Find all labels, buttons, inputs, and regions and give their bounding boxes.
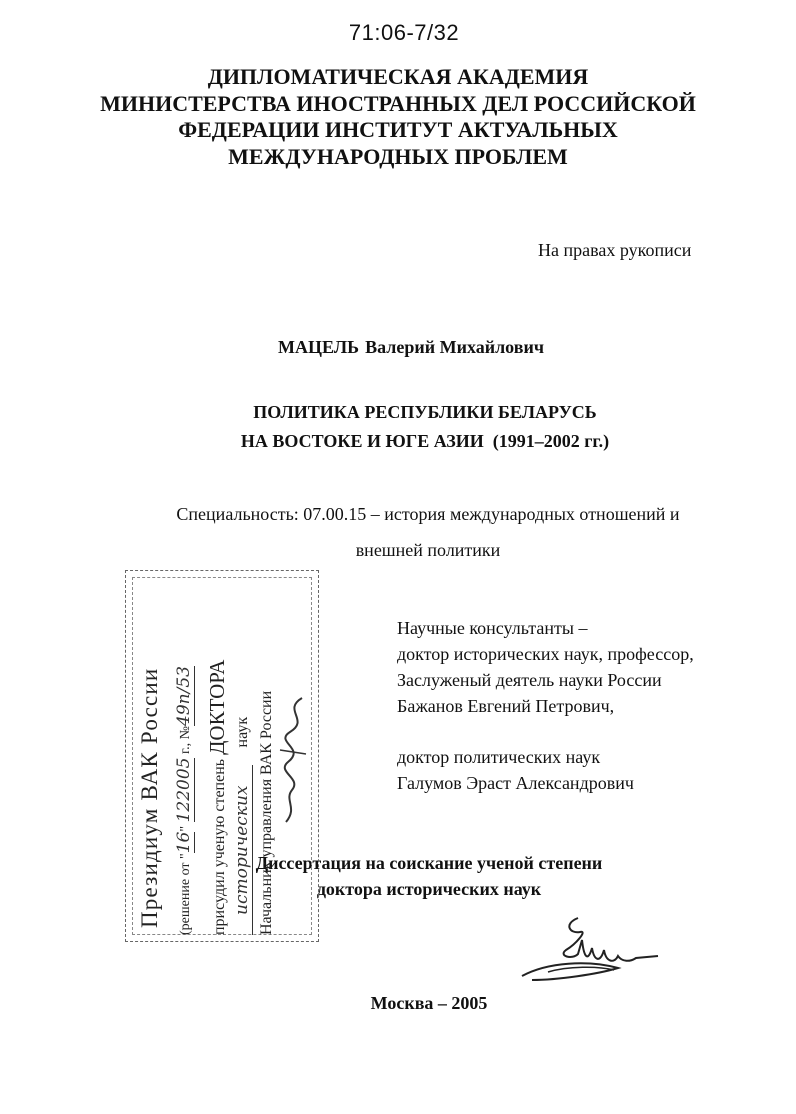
stamp-decision-month: 12 — [174, 800, 194, 823]
stamp-field-handwritten: исторических — [232, 765, 253, 935]
consultant-line: Бажанов Евгений Петрович, — [397, 696, 615, 716]
consultant-line: Заслуженый деятель науки России — [397, 670, 662, 690]
author-signature-icon — [518, 910, 663, 990]
specialty-line: внешней политики — [355, 540, 501, 560]
author-name — [278, 337, 544, 358]
dissertation-statement — [0, 850, 796, 902]
specialty — [0, 496, 796, 568]
dissertation-line: доктора исторических наук — [316, 879, 542, 899]
manuscript-rights: На правах рукописи — [538, 240, 692, 260]
consultants-heading: Научные консультанты – — [397, 618, 588, 638]
institution-line: МИНИСТЕРСТВА ИНОСТРАННЫХ ДЕЛ РОССИЙСКОЙ — [100, 90, 696, 116]
consultant-line: доктор политических наук — [397, 747, 601, 767]
stamp-decision-year: 2005 — [174, 757, 194, 801]
thesis-title-line: ПОЛИТИКА РЕСПУБЛИКИ БЕЛАРУСЬ — [253, 402, 597, 422]
consultant-line: Галумов Эраст Александрович — [397, 773, 634, 793]
thesis-title — [0, 398, 796, 456]
stamp-decision-number: 49п/53 — [174, 666, 194, 726]
dissertation-line: Диссертация на соискание ученой степени — [255, 853, 603, 873]
consultant-line: доктор исторических наук, профессор, — [397, 644, 694, 664]
specialty-line: Специальность: 07.00.15 – история международных отношений и — [176, 504, 680, 524]
stamp-line-presidium: Президиум ВАК России — [137, 667, 162, 928]
stamp-line-degree: присудил ученую степень ДОКТОРА — [205, 659, 229, 935]
stamp-decision-day: 16 — [174, 831, 194, 854]
author-surname: МАЦЕЛЬ — [278, 337, 360, 357]
institution-name — [0, 64, 796, 170]
institution-line: ФЕДЕРАЦИИ ИНСТИТУТ АКТУАЛЬНЫХ — [178, 117, 618, 142]
institution-line: ДИПЛОМАТИЧЕСКАЯ АКАДЕМИЯ — [207, 64, 589, 89]
scientific-consultants — [397, 615, 694, 796]
stamp-line-head: Начальник управления ВАК России — [258, 690, 275, 935]
stamp-line-decision: (решение от "16" 122005 г., №49п/53 — [174, 666, 194, 935]
institution-line: МЕЖДУНАРОДНЫХ ПРОБЛЕМ — [228, 143, 568, 169]
author-given-names: Валерий Михайлович — [365, 337, 544, 357]
stamp-degree: ДОКТОРА — [205, 659, 229, 755]
stamp-signature-icon — [262, 690, 322, 830]
catalog-code: 71:06-7/32 — [348, 20, 460, 45]
stamp-line-field: историческихнаук — [232, 717, 253, 935]
thesis-title-line: НА ВОСТОКЕ И ЮГЕ АЗИИ (1991–2002 гг.) — [240, 431, 610, 451]
city-year: Москва – 2005 — [370, 993, 488, 1013]
